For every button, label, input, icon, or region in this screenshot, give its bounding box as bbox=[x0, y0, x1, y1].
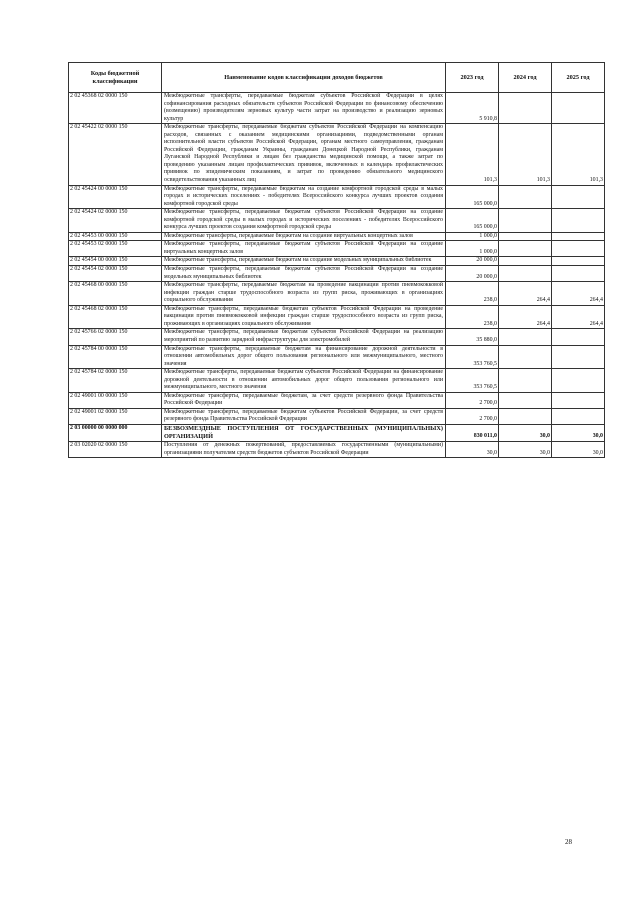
row-value-2025 bbox=[552, 266, 605, 282]
row-name: Поступления от денежных пожертвований, предоставляемых государственными (муниципальными) организациями получателям средств бюджетов субъектов Российской Федерации bbox=[162, 441, 446, 457]
row-value-2023: 830 011,0 bbox=[446, 424, 499, 441]
table-row bbox=[69, 124, 605, 185]
row-value-2025 bbox=[552, 93, 605, 124]
row-code: 2 02 45784 00 0000 150 bbox=[69, 345, 162, 369]
row-value-2024 bbox=[499, 209, 552, 233]
table-row bbox=[69, 441, 605, 457]
row-value-2024 bbox=[499, 392, 552, 408]
row-code: 2 02 45766 02 0000 150 bbox=[69, 329, 162, 345]
row-name: Межбюджетные трансферты, передаваемые бюджетам на создание виртуальных концертных залов bbox=[162, 232, 446, 241]
row-value-2025: 264,4 bbox=[552, 282, 605, 306]
row-code: 2 02 45368 02 0000 150 bbox=[69, 93, 162, 124]
row-name: Межбюджетные трансферты, передаваемые бюджетам субъектов Российской Федерации на создание модельных муниципальных библиотек bbox=[162, 266, 446, 282]
row-code: 2 02 45424 02 0000 150 bbox=[69, 209, 162, 233]
row-value-2024: 30,0 bbox=[499, 424, 552, 441]
row-value-2024 bbox=[499, 257, 552, 266]
row-value-2025: 30,0 bbox=[552, 424, 605, 441]
table-row bbox=[69, 257, 605, 266]
row-value-2023: 30,0 bbox=[446, 441, 499, 457]
header-name: Наименование кодов классификации доходов бюджетов bbox=[162, 63, 446, 93]
row-name: Межбюджетные трансферты, передаваемые бюджетам субъектов Российской Федерации на создание виртуальных концертных залов bbox=[162, 241, 446, 257]
row-value-2023: 5 910,8 bbox=[446, 93, 499, 124]
row-value-2024 bbox=[499, 408, 552, 424]
row-value-2025 bbox=[552, 345, 605, 369]
row-value-2023: 101,3 bbox=[446, 124, 499, 185]
row-value-2024 bbox=[499, 345, 552, 369]
row-value-2024 bbox=[499, 369, 552, 393]
row-value-2025: 264,4 bbox=[552, 305, 605, 329]
row-value-2025 bbox=[552, 369, 605, 393]
row-value-2024: 101,3 bbox=[499, 124, 552, 185]
row-value-2023: 20 000,0 bbox=[446, 266, 499, 282]
row-name: Межбюджетные трансферты, передаваемые бюджетам субъектов Российской Федерации в целях софинансирования расходных обязательств субъектов Российской Федерации по финансовому обеспечению (возмещению) производителям зерновых культур части затрат на производство и реализацию зерновых культур bbox=[162, 93, 446, 124]
row-code: 2 03 02020 02 0000 150 bbox=[69, 441, 162, 457]
row-value-2023: 2 700,0 bbox=[446, 392, 499, 408]
row-value-2025: 30,0 bbox=[552, 441, 605, 457]
row-value-2024 bbox=[499, 232, 552, 241]
document-page bbox=[68, 62, 604, 458]
row-name: БЕЗВОЗМЕЗДНЫЕ ПОСТУПЛЕНИЯ ОТ ГОСУДАРСТВЕННЫХ (МУНИЦИПАЛЬНЫХ) ОРГАНИЗАЦИЙ bbox=[162, 424, 446, 441]
row-value-2023: 20 000,0 bbox=[446, 257, 499, 266]
row-value-2024: 264,4 bbox=[499, 282, 552, 306]
row-code: 2 02 45454 02 0000 150 bbox=[69, 266, 162, 282]
table-row bbox=[69, 266, 605, 282]
row-value-2024 bbox=[499, 241, 552, 257]
row-value-2023: 1 000,0 bbox=[446, 232, 499, 241]
row-name: Межбюджетные трансферты, передаваемые бюджетам субъектов Российской Федерации, за счет средств резервного фонда Правительства Российской Федерации bbox=[162, 408, 446, 424]
table-row bbox=[69, 408, 605, 424]
row-value-2025 bbox=[552, 209, 605, 233]
row-value-2025 bbox=[552, 257, 605, 266]
header-code: Коды бюджетной классификации bbox=[69, 63, 162, 93]
row-value-2024: 30,0 bbox=[499, 441, 552, 457]
row-value-2025 bbox=[552, 408, 605, 424]
row-code: 2 03 00000 00 0000 000 bbox=[69, 424, 162, 441]
row-name: Межбюджетные трансферты, передаваемые бюджетам субъектов Российской Федерации на компенсацию расходов, связанных с оказанием медицинскими организациями, подведомственными органам исполнительной власти субъектов Российской Федерации, органам местного самоуправления, гражданам Российской Федерации, гражданам Украины, гражданам Донецкой Народной Республики, гражданам Луганской Народной Республики и лицам без гражданства медицинской помощи, а также затрат по проведению указанным лицам профилактических прививок, включенных в календарь профилактических прививок по эпидемическим показаниям, и затрат по проведению обязательного медицинского освидетельствования указанных лиц bbox=[162, 124, 446, 185]
row-value-2024 bbox=[499, 266, 552, 282]
row-name: Межбюджетные трансферты, передаваемые бюджетам на создание комфортной городской среды в малых городах и исторических поселениях - победителях Всероссийского конкурса лучших проектов создания комфортной городской среды bbox=[162, 185, 446, 209]
row-value-2025 bbox=[552, 329, 605, 345]
table-header-row bbox=[69, 63, 605, 93]
row-code: 2 02 45468 02 0000 150 bbox=[69, 305, 162, 329]
table-row bbox=[69, 305, 605, 329]
row-value-2023: 353 760,5 bbox=[446, 345, 499, 369]
table-row bbox=[69, 345, 605, 369]
table-row bbox=[69, 209, 605, 233]
table-row bbox=[69, 424, 605, 441]
header-2025: 2025 год bbox=[552, 63, 605, 93]
row-value-2024: 264,4 bbox=[499, 305, 552, 329]
row-value-2025 bbox=[552, 241, 605, 257]
table-row bbox=[69, 392, 605, 408]
row-value-2023: 165 000,0 bbox=[446, 209, 499, 233]
table-row bbox=[69, 369, 605, 393]
row-name: Межбюджетные трансферты, передаваемые бюджетам субъектов Российской Федерации на создание комфортной городской среды в малых городах и исторических поселениях - победителях Всероссийского конкурса лучших проектов создания комфортной городской среды bbox=[162, 209, 446, 233]
row-value-2024 bbox=[499, 329, 552, 345]
row-name: Межбюджетные трансферты, передаваемые бюджетам на проведение вакцинации против пневмококковой инфекции граждан старше трудоспособного возраста из групп риска, проживающих в организациях социального обслуживания bbox=[162, 282, 446, 306]
header-2023: 2023 год bbox=[446, 63, 499, 93]
row-value-2023: 2 700,0 bbox=[446, 408, 499, 424]
row-code: 2 02 49001 00 0000 150 bbox=[69, 392, 162, 408]
row-value-2025 bbox=[552, 392, 605, 408]
row-name: Межбюджетные трансферты, передаваемые бюджетам на финансирование дорожной деятельности в отношении автомобильных дорог общего пользования регионального или межмуниципального, местного значения bbox=[162, 345, 446, 369]
row-value-2023: 238,0 bbox=[446, 282, 499, 306]
page-number: 28 bbox=[565, 838, 572, 846]
row-value-2023: 35 880,0 bbox=[446, 329, 499, 345]
row-value-2023: 353 760,5 bbox=[446, 369, 499, 393]
row-value-2023: 1 000,0 bbox=[446, 241, 499, 257]
row-code: 2 02 49001 02 0000 150 bbox=[69, 408, 162, 424]
table-row bbox=[69, 241, 605, 257]
row-code: 2 02 45422 02 0000 150 bbox=[69, 124, 162, 185]
row-code: 2 02 45784 02 0000 150 bbox=[69, 369, 162, 393]
row-value-2023: 238,0 bbox=[446, 305, 499, 329]
row-value-2025: 101,3 bbox=[552, 124, 605, 185]
header-2024: 2024 год bbox=[499, 63, 552, 93]
row-code: 2 02 45453 02 0000 150 bbox=[69, 241, 162, 257]
row-value-2025 bbox=[552, 185, 605, 209]
row-value-2025 bbox=[552, 232, 605, 241]
table-row bbox=[69, 185, 605, 209]
row-value-2024 bbox=[499, 93, 552, 124]
row-code: 2 02 45424 00 0000 150 bbox=[69, 185, 162, 209]
table-row bbox=[69, 232, 605, 241]
row-code: 2 02 45453 00 0000 150 bbox=[69, 232, 162, 241]
row-value-2024 bbox=[499, 185, 552, 209]
row-value-2023: 165 000,0 bbox=[446, 185, 499, 209]
row-code: 2 02 45454 00 0000 150 bbox=[69, 257, 162, 266]
row-name: Межбюджетные трансферты, передаваемые бюджетам, за счет средств резервного фонда Правительства Российской Федерации bbox=[162, 392, 446, 408]
table-row bbox=[69, 282, 605, 306]
row-name: Межбюджетные трансферты, передаваемые бюджетам субъектов Российской Федерации на проведение вакцинации против пневмококковой инфекции граждан старше трудоспособного возраста из групп риска, проживающих в организациях социального обслуживания bbox=[162, 305, 446, 329]
row-code: 2 02 45468 00 0000 150 bbox=[69, 282, 162, 306]
table-row bbox=[69, 93, 605, 124]
row-name: Межбюджетные трансферты, передаваемые бюджетам субъектов Российской Федерации на реализацию мероприятий по развитию зарядной инфраструктуры для электромобилей bbox=[162, 329, 446, 345]
row-name: Межбюджетные трансферты, передаваемые бюджетам субъектов Российской Федерации на финансирование дорожной деятельности в отношении автомобильных дорог общего пользования регионального или межмуниципального, местного значения bbox=[162, 369, 446, 393]
row-name: Межбюджетные трансферты, передаваемые бюджетам на создание модельных муниципальных библиотек bbox=[162, 257, 446, 266]
table-row bbox=[69, 329, 605, 345]
table-body bbox=[69, 93, 605, 458]
budget-revenue-table bbox=[68, 62, 605, 458]
